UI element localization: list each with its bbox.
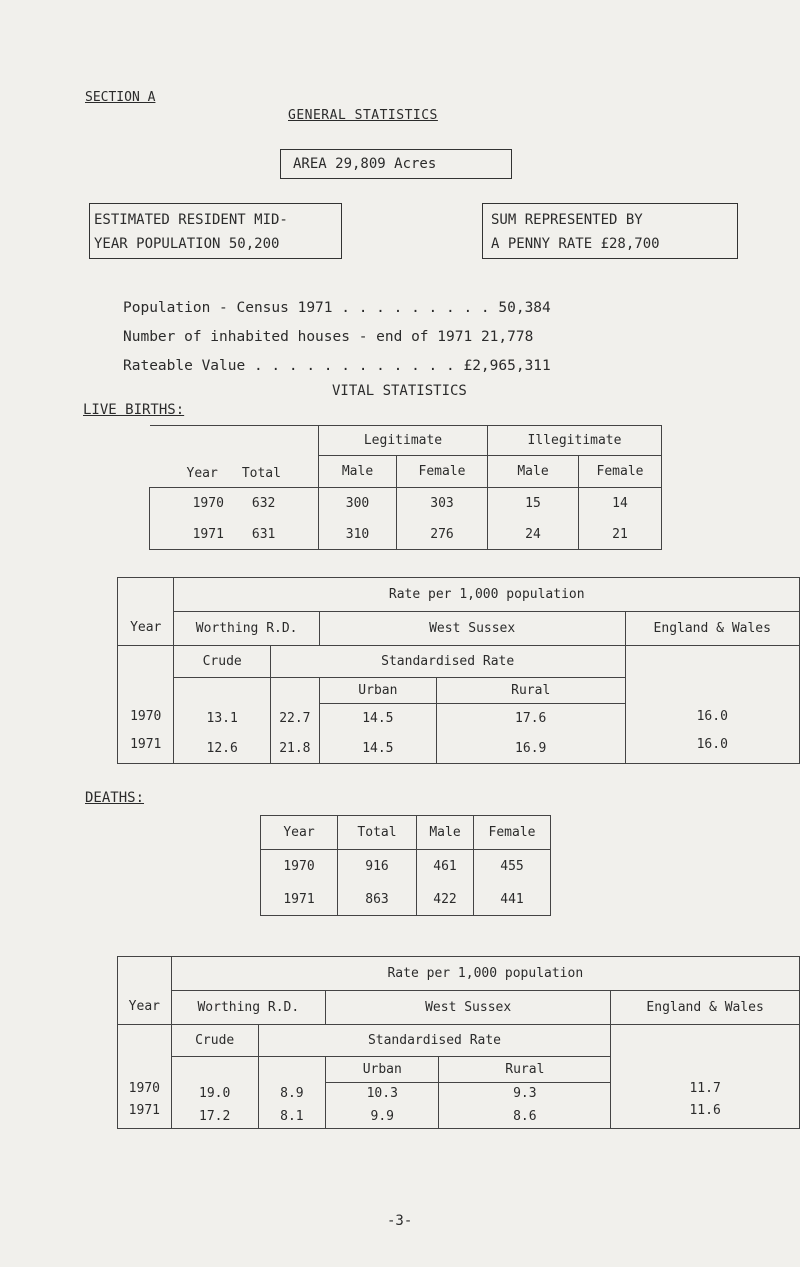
crude-spacer [174, 678, 270, 704]
header-urban: Urban [319, 678, 436, 704]
header-illegitimate: Illegitimate [488, 426, 662, 456]
header-england-wales: England & Wales [625, 612, 800, 646]
cell-urban: 14.5 [319, 734, 436, 764]
stat-value: 50,384 [498, 300, 551, 316]
cell-illegit-female: 21 [579, 520, 662, 550]
table-row [150, 520, 662, 550]
year-value: 1971 [128, 1103, 160, 1118]
cell-standardised: 22.7 [270, 704, 319, 734]
penny-line1: SUM REPRESENTED BY [491, 212, 643, 228]
cell-female: 455 [474, 850, 551, 884]
header-total: Total [338, 816, 417, 850]
summary-stats [123, 294, 551, 381]
cell-legit-male: 300 [319, 488, 397, 520]
cell-male: 422 [417, 884, 474, 916]
header-total: Total [241, 466, 281, 481]
year-value: 1971 [130, 737, 162, 752]
stat-houses [123, 323, 551, 352]
area-box [280, 149, 512, 179]
subtitle: GENERAL STATISTICS [288, 108, 438, 123]
cell-standardised: 8.1 [258, 1105, 325, 1129]
population-line1: ESTIMATED RESIDENT MID- [94, 212, 288, 228]
header-female: Female [579, 456, 662, 488]
header-crude: Crude [171, 1025, 258, 1057]
year-value: 1970 [130, 709, 162, 724]
cell-crude: 12.6 [174, 734, 270, 764]
cell-female: 441 [474, 884, 551, 916]
header-west-sussex: West Sussex [319, 612, 625, 646]
stat-label: Rateable Value . . . . . . . . . . . . [123, 358, 455, 374]
cell-rural: 17.6 [436, 704, 625, 734]
year-cells [118, 646, 174, 764]
cell-crude: 19.0 [171, 1083, 258, 1105]
cell-male: 461 [417, 850, 474, 884]
stat-rateable [123, 352, 551, 381]
population-box [89, 203, 342, 259]
year-value: 1970 [128, 1081, 160, 1096]
header-female: Female [474, 816, 551, 850]
cell-year: 1970 [192, 496, 224, 512]
cell-rural: 8.6 [439, 1105, 611, 1129]
penny-rate-box [482, 203, 738, 259]
header-female: Female [397, 456, 488, 488]
births-year-total-header [150, 426, 319, 488]
header-urban: Urban [326, 1057, 439, 1083]
page-number: -3- [387, 1213, 413, 1229]
england-wales-cells [625, 646, 800, 764]
vital-statistics-title: VITAL STATISTICS [332, 383, 467, 399]
stat-value: £2,965,311 [463, 358, 551, 374]
cell-year: 1970 [261, 850, 338, 884]
cell-total: 632 [251, 496, 276, 512]
year-cells [118, 1025, 172, 1129]
header-year: Year [261, 816, 338, 850]
cell-year: 1971 [192, 526, 224, 542]
cell-illegit-male: 15 [488, 488, 579, 520]
header-year: Year [186, 466, 218, 481]
header-standardised: Standardised Rate [270, 646, 625, 678]
area-text: AREA 29,809 Acres [293, 156, 437, 172]
death-rates-table [117, 956, 800, 1129]
birth-rates-table [117, 577, 800, 764]
header-rate-title: Rate per 1,000 population [174, 578, 800, 612]
cell-crude: 17.2 [171, 1105, 258, 1129]
table-row [261, 850, 551, 884]
header-worthing: Worthing R.D. [171, 991, 325, 1025]
standardised-spacer [258, 1057, 325, 1083]
cell-total: 631 [251, 526, 276, 542]
stat-label: Number of inhabited houses - end of 1971 [123, 329, 473, 345]
section-label: SECTION A [85, 90, 156, 105]
table-row [261, 884, 551, 916]
cell-standardised: 21.8 [270, 734, 319, 764]
deaths-label: DEATHS: [85, 790, 145, 806]
ew-value: 16.0 [696, 737, 728, 752]
cell-year: 1971 [261, 884, 338, 916]
stat-value: 21,778 [480, 329, 534, 345]
cell-total: 863 [338, 884, 417, 916]
cell-standardised: 8.9 [258, 1083, 325, 1105]
header-crude: Crude [174, 646, 270, 678]
cell-illegit-male: 24 [488, 520, 579, 550]
cell-legit-male: 310 [319, 520, 397, 550]
cell-rural: 9.3 [439, 1083, 611, 1105]
ew-value: 16.0 [696, 709, 728, 724]
stat-census [123, 294, 551, 323]
cell-urban: 10.3 [326, 1083, 439, 1105]
crude-spacer [171, 1057, 258, 1083]
deaths-table [260, 815, 551, 916]
penny-line2: A PENNY RATE £28,700 [491, 236, 660, 252]
header-year: Year [118, 957, 172, 1025]
ew-value: 11.6 [689, 1103, 721, 1118]
live-births-label: LIVE BIRTHS: [83, 402, 185, 418]
header-year: Year [118, 578, 174, 646]
header-rural: Rural [439, 1057, 611, 1083]
header-worthing: Worthing R.D. [174, 612, 319, 646]
cell-legit-female: 303 [397, 488, 488, 520]
england-wales-cells [611, 1025, 800, 1129]
header-standardised: Standardised Rate [258, 1025, 611, 1057]
table-row [150, 488, 662, 520]
header-rural: Rural [436, 678, 625, 704]
header-legitimate: Legitimate [319, 426, 488, 456]
births-table [149, 425, 662, 550]
header-england-wales: England & Wales [611, 991, 800, 1025]
cell-rural: 16.9 [436, 734, 625, 764]
cell-illegit-female: 14 [579, 488, 662, 520]
header-male: Male [417, 816, 474, 850]
population-line2: YEAR POPULATION 50,200 [94, 236, 280, 252]
cell-urban: 14.5 [319, 704, 436, 734]
header-male: Male [319, 456, 397, 488]
cell-crude: 13.1 [174, 704, 270, 734]
cell-total: 916 [338, 850, 417, 884]
cell-urban: 9.9 [326, 1105, 439, 1129]
cell-legit-female: 276 [397, 520, 488, 550]
header-male: Male [488, 456, 579, 488]
standardised-spacer [270, 678, 319, 704]
stat-label: Population - Census 1971 . . . . . . . . . [123, 300, 490, 316]
header-west-sussex: West Sussex [326, 991, 611, 1025]
header-rate-title: Rate per 1,000 population [171, 957, 799, 991]
ew-value: 11.7 [689, 1081, 721, 1096]
